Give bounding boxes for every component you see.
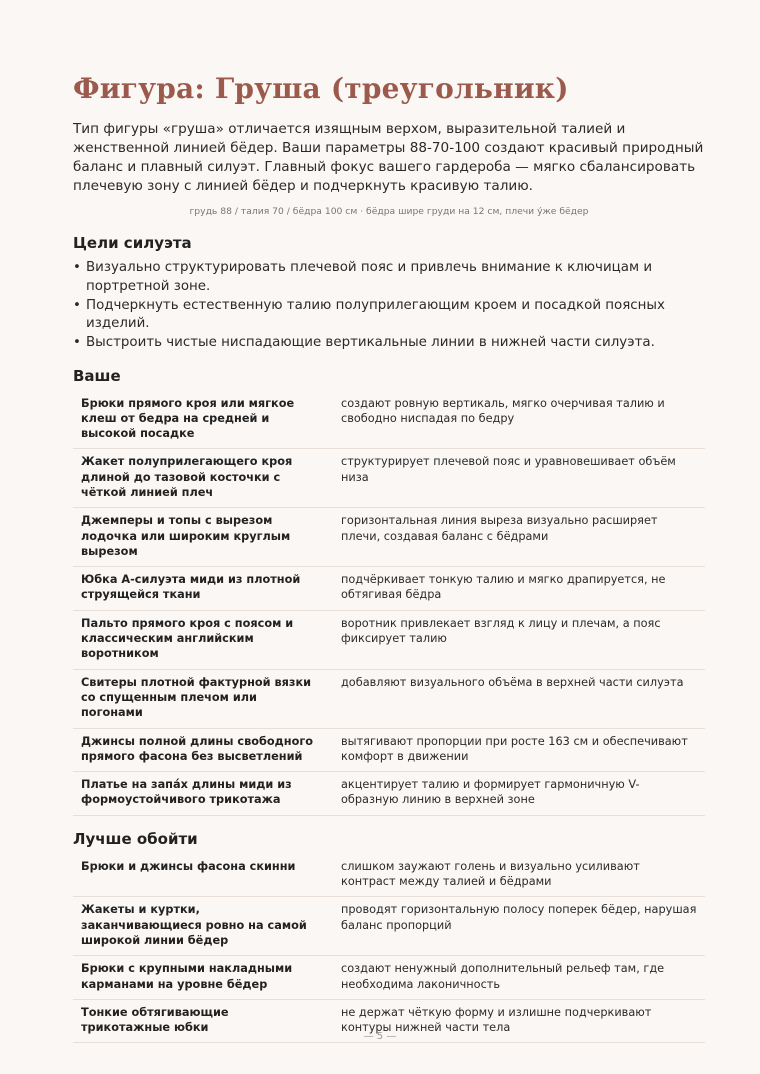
item-name: Джемперы и топы с вырезом лодочка или широким круглым вырезом: [73, 508, 325, 567]
goals-heading: Цели силуэта: [73, 234, 192, 252]
item-description: создают ровную вертикаль, мягко очерчивая талию и свободно ниспадая по бедру: [325, 391, 705, 449]
goals-list: [73, 259, 705, 353]
item-description: воротник привлекает взгляд к лицу и плечам, а пояс фиксирует талию: [325, 610, 705, 669]
goal-text: Выстроить чистые ниспадающие вертикальные линии в нижней части силуэта.: [86, 335, 655, 350]
goal-item: [73, 334, 705, 353]
wear-table: [73, 391, 705, 816]
page-content: [73, 70, 705, 1043]
item-name: Жакеты и куртки, заканчивающиеся ровно на самой широкой линии бёдер: [73, 897, 325, 956]
goal-text: Визуально структурировать плечевой пояс и привлечь внимание к ключицам и портретной зоне.: [86, 260, 653, 294]
wear-heading: Ваше: [73, 366, 121, 385]
item-description: структурирует плечевой пояс и уравновешивает объём низа: [325, 449, 705, 508]
table-row: [73, 508, 705, 567]
item-name: Юбка А-силуэта миди из плотной струящейся ткани: [73, 567, 325, 611]
table-row: [73, 956, 705, 1000]
table-row: [73, 728, 705, 772]
goal-item: [73, 297, 705, 334]
bullet-icon: •: [73, 260, 81, 275]
page-number: — 5 —: [363, 1031, 397, 1042]
page-title: Фигура: Груша (треугольник): [73, 72, 569, 105]
table-row: [73, 669, 705, 728]
item-description: добавляют визуального объёма в верхней части силуэта: [325, 669, 705, 728]
item-description: горизонтальная линия выреза визуально расширяет плечи, создавая баланс с бёдрами: [325, 508, 705, 567]
avoid-table: [73, 854, 705, 1044]
table-row: [73, 567, 705, 611]
item-name: Брюки с крупными накладными карманами на уровне бёдер: [73, 956, 325, 1000]
item-name: Брюки прямого кроя или мягкое клеш от бедра на средней и высокой посадке: [73, 391, 325, 449]
item-description: слишком заужают голень и визуально усиливают контраст между талией и бёдрами: [325, 854, 705, 897]
table-row: [73, 897, 705, 956]
table-row: [73, 854, 705, 897]
item-name: Пальто прямого кроя с поясом и классическим английским воротником: [73, 610, 325, 669]
item-name: Тонкие обтягивающие трикотажные юбки: [73, 999, 325, 1043]
table-row: [73, 391, 705, 449]
intro-paragraph: Тип фигуры «груша» отличается изящным верхом, выразительной талией и женственной линией бёдер. Ваши параметры 88-70-100 создают красивый природный баланс и плавный силуэт. Главный фокус вашего гардероба — мягко сбалансировать плечевую зону с линией бёдер и подчеркнуть красивую талию.: [73, 121, 704, 194]
table-row: [73, 449, 705, 508]
body-parameters: грудь 88 / талия 70 / бёдра 100 см · бёдра шире груди на 12 см, плечи ýже бёдер: [189, 206, 589, 217]
bullet-icon: •: [73, 297, 81, 313]
item-description: создают ненужный дополнительный рельеф там, где необходима лаконичность: [325, 956, 705, 1000]
goal-item: [73, 259, 705, 296]
item-name: Свитеры плотной фактурной вязки со спущенным плечом или погонами: [73, 669, 325, 728]
item-name: Джинсы полной длины свободного прямого фасона без высветлений: [73, 728, 325, 772]
item-name: Платье на запáх длины миди из формоустойчивого трикотажа: [73, 772, 325, 816]
item-name: Брюки и джинсы фасона скинни: [73, 854, 325, 897]
table-row: [73, 772, 705, 816]
goal-text: Подчеркнуть естественную талию полуприлегающим кроем и посадкой поясных изделий.: [86, 297, 665, 331]
item-description: вытягивают пропорции при росте 163 см и обеспечивают комфорт в движении: [325, 728, 705, 772]
item-description: проводят горизонтальную полосу поперек бёдер, нарушая баланс пропорций: [325, 897, 705, 956]
item-name: Жакет полуприлегающего кроя длиной до тазовой косточки с чёткой линией плеч: [73, 449, 325, 508]
item-description: не держат чёткую форму и излишне подчеркивают контуры нижней части тела: [325, 999, 705, 1043]
avoid-heading: Лучше обойти: [73, 829, 198, 848]
bullet-icon: •: [73, 335, 81, 350]
table-row: [73, 610, 705, 669]
item-description: подчёркивает тонкую талию и мягко драпируется, не обтягивая бёдра: [325, 567, 705, 611]
item-description: акцентирует талию и формирует гармоничную V-образную линию в верхней зоне: [325, 772, 705, 816]
